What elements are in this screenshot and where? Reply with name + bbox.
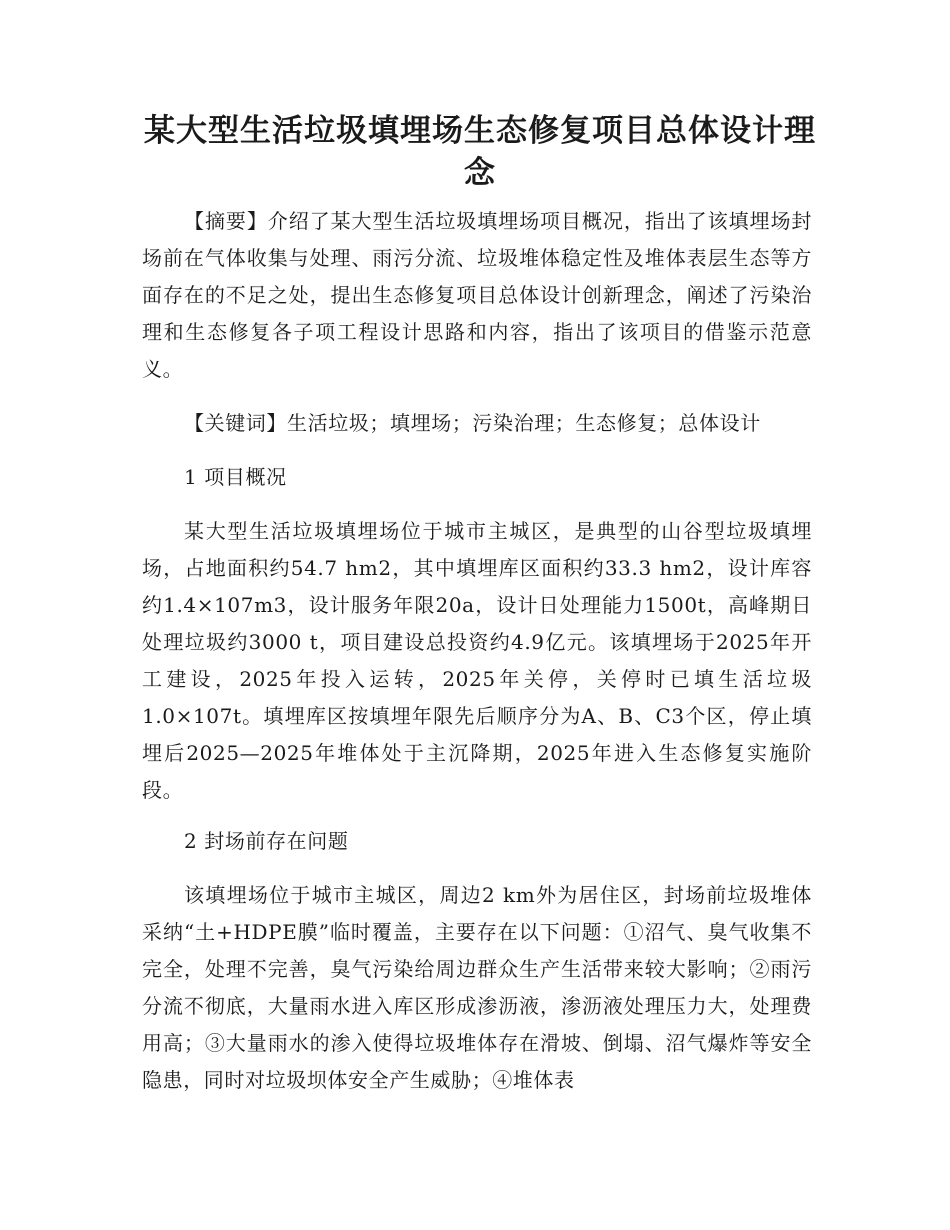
section-heading-1: 1 项目概况 (184, 465, 287, 489)
keywords-paragraph: 【关键词】生活垃圾；填埋场；污染治理；生态修复；总体设计 (184, 411, 761, 435)
section-heading-2: 2 封场前存在问题 (184, 829, 349, 853)
section-body-1: 某大型生活垃圾填埋场位于城市主城区，是典型的山谷型垃圾填埋场，占地面积约54.7 hm2，其中填埋库区面积约33.3 hm2，设计库容约1.4×107m3，设计服务年限20a，设计日处理能力1500t，高峰期日处理垃圾约3000 t，项目建设总投资约4.9亿元。该填埋场于2025年开工建设，2025年投入运转，2025年关停，关停时已填生活垃圾1.0×107t。填埋库区按填埋年限先后顺序分为A、B、C3个区，停止填埋后2025—2025年堆体处于主沉降期，2025年进入生态修复实施阶段。 (142, 519, 812, 802)
document-title: 某大型生活垃圾填埋场生态修复项目总体设计理念 (144, 113, 816, 191)
section-body-2: 该填埋场位于城市主城区，周边2 km外为居住区，封场前垃圾堆体采纳“土+HDPE膜”临时覆盖，主要存在以下问题：①沼气、臭气收集不完全，处理不完善，臭气污染给周边群众生产生活带来较大影响；②雨污分流不彻底，大量雨水进入库区形成渗沥液，渗沥液处理压力大，处理费用高；③大量雨水的渗入使得垃圾堆体存在滑坡、倒塌、沼气爆炸等安全隐患，同时对垃圾坝体安全产生威胁；④堆体表 (142, 883, 812, 1092)
abstract-paragraph: 【摘要】介绍了某大型生活垃圾填埋场项目概况，指出了该填埋场封场前在气体收集与处理、雨污分流、垃圾堆体稳定性及堆体表层生态等方面存在的不足之处，提出生态修复项目总体设计创新理念，阐述了污染治理和生态修复各子项工程设计思路和内容，指出了该项目的借鉴示范意义。 (142, 209, 812, 381)
